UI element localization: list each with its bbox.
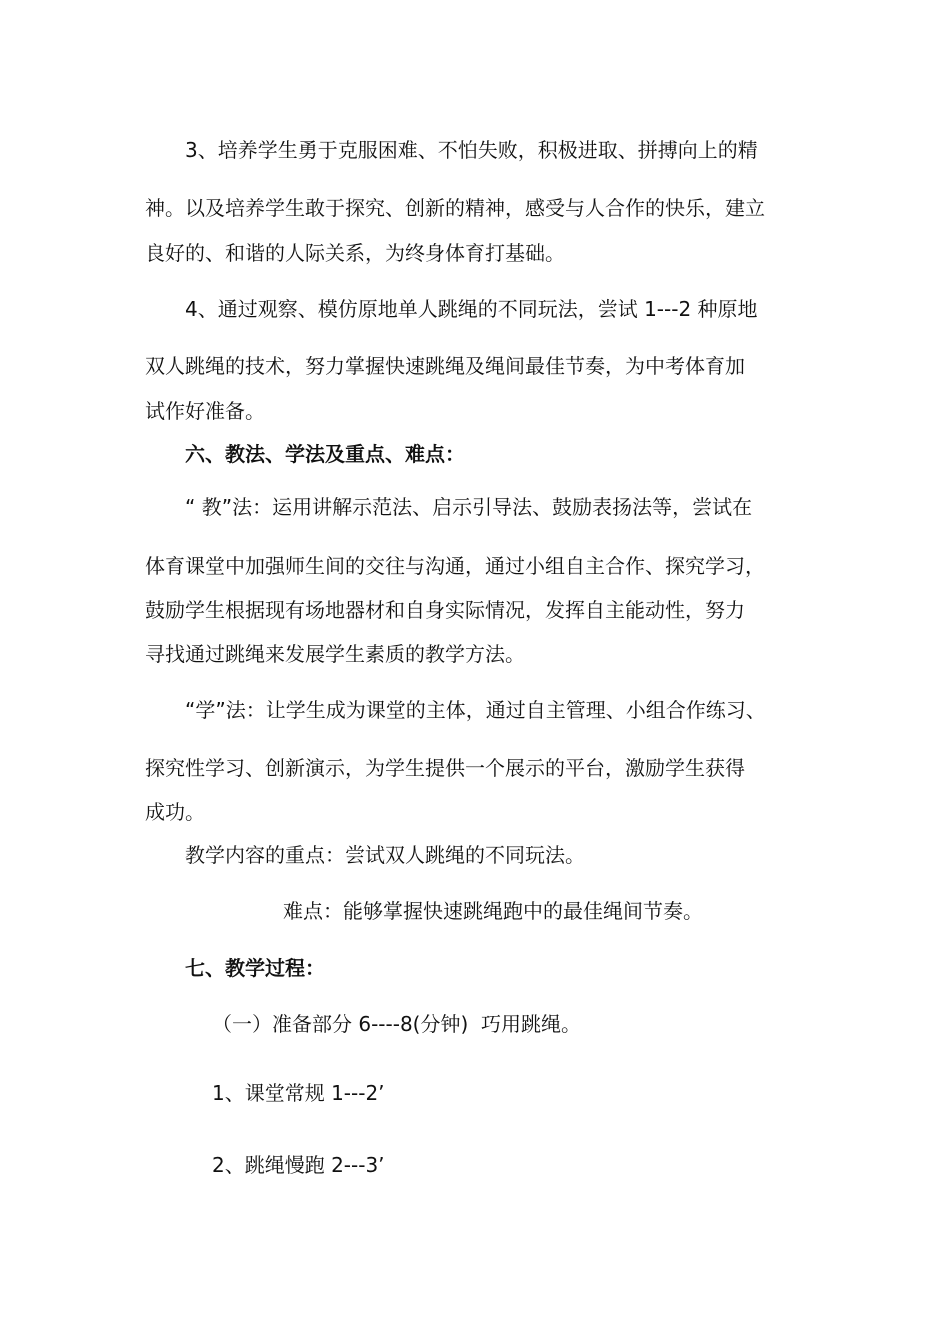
paragraph-teaching-line-2: 体育课堂中加强师生间的交往与沟通，通过小组自主合作、探究学习， <box>145 554 765 578</box>
paragraph-teaching-line-3: 鼓励学生根据现有场地器材和自身实际情况，发挥自主能动性，努力 <box>145 598 745 622</box>
paragraph-goal-4-line-1: 4、通过观察、模仿原地单人跳绳的不同玩法，尝试 1---2 种原地 <box>185 297 758 321</box>
section-heading-methods: 六、教法、学法及重点、难点： <box>185 442 465 466</box>
paragraph-learning-line-2: 探究性学习、创新演示，为学生提供一个展示的平台，激励学生获得 <box>145 756 745 780</box>
paragraph-learning-line-3: 成功。 <box>145 800 205 824</box>
paragraph-goal-3-line-1: 3、培养学生勇于克服困难、不怕失败，积极进取、拼搏向上的精 <box>185 138 758 162</box>
difficulty-text: 难点：能够掌握快速跳绳跑中的最佳绳间节奏。 <box>283 899 703 923</box>
paragraph-learning-line-1: “学”法：让学生成为课堂的主体，通过自主管理、小组合作练习、 <box>185 698 766 722</box>
paragraph-teaching-line-4: 寻找通过跳绳来发展学生素质的教学方法。 <box>145 642 525 666</box>
paragraph-goal-3-line-2: 神。以及培养学生敢于探究、创新的精神，感受与人合作的快乐，建立 <box>145 196 765 220</box>
list-item-jog: 2、跳绳慢跑 2---3’ <box>212 1153 385 1177</box>
key-point-text: 教学内容的重点：尝试双人跳绳的不同玩法。 <box>185 843 585 867</box>
paragraph-teaching-line-1: “ 教”法：运用讲解示范法、启示引导法、鼓励表扬法等，尝试在 <box>185 495 753 519</box>
preparation-part-heading: （一）准备部分 6----8(分钟) 巧用跳绳。 <box>212 1012 581 1036</box>
paragraph-goal-4-line-2: 双人跳绳的技术，努力掌握快速跳绳及绳间最佳节奏，为中考体育加 <box>145 354 745 378</box>
section-heading-process: 七、教学过程： <box>185 956 325 980</box>
list-item-routine: 1、课堂常规 1---2’ <box>212 1081 385 1105</box>
paragraph-goal-4-line-3: 试作好准备。 <box>145 399 265 423</box>
paragraph-goal-3-line-3: 良好的、和谐的人际关系，为终身体育打基础。 <box>145 241 565 265</box>
